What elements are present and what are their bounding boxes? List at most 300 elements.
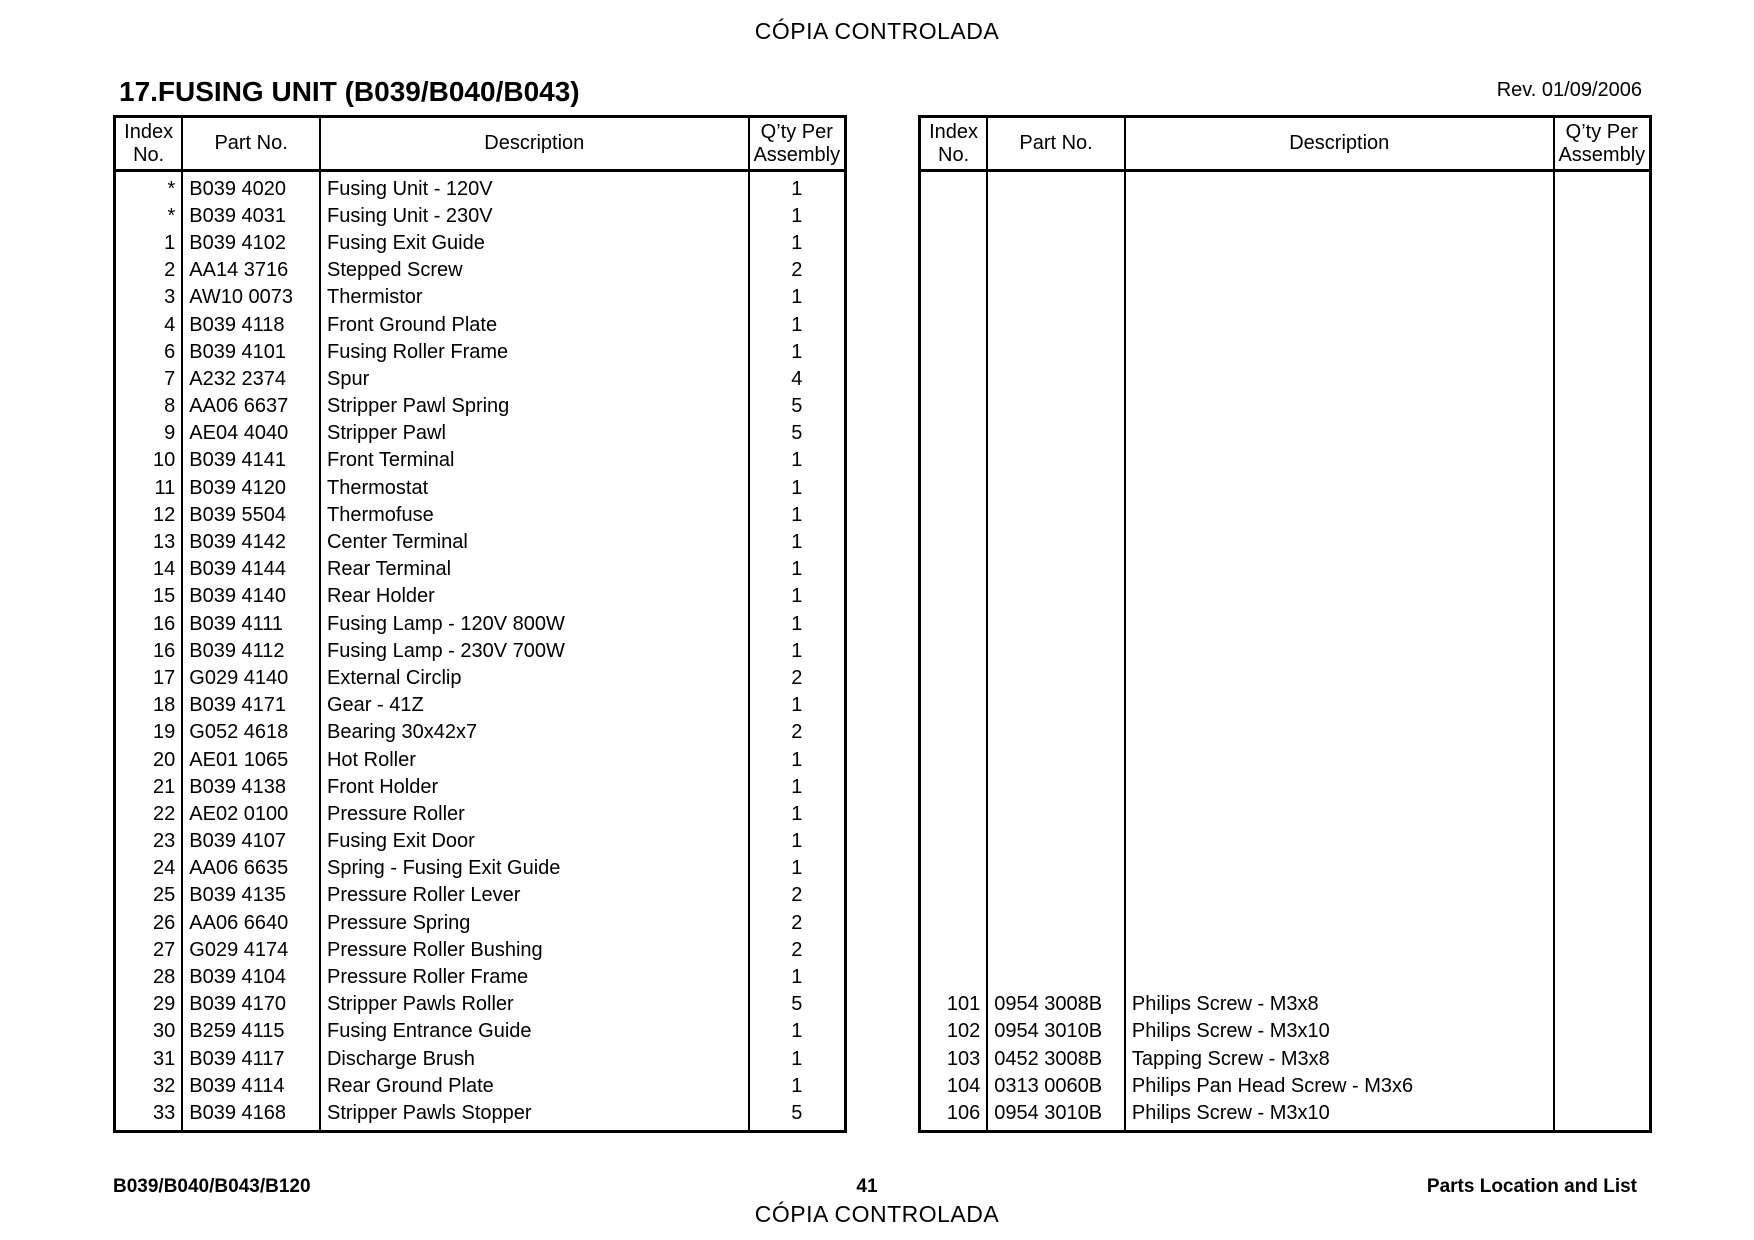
cell-part-no: 0954 3010B — [987, 1099, 1125, 1131]
table-row — [920, 284, 1651, 311]
table-row — [115, 882, 846, 909]
cell-index — [920, 828, 988, 855]
cell-qty — [1554, 637, 1651, 664]
cell-description: Fusing Roller Frame — [320, 338, 749, 365]
cell-index — [920, 365, 988, 392]
cell-part-no — [987, 664, 1125, 691]
cell-index: 20 — [115, 746, 183, 773]
table-row — [920, 828, 1651, 855]
cell-index: * — [115, 171, 183, 203]
cell-qty: 1 — [749, 963, 846, 990]
page-title: 17.FUSING UNIT (B039/B040/B043) — [119, 76, 580, 107]
table-row — [920, 746, 1651, 773]
cell-description: Philips Screw - M3x8 — [1125, 991, 1554, 1018]
cell-part-no: AE02 0100 — [182, 800, 320, 827]
cell-index: 29 — [115, 991, 183, 1018]
cell-description — [1125, 610, 1554, 637]
cell-description: Front Ground Plate — [320, 311, 749, 338]
cell-description: Pressure Roller Bushing — [320, 936, 749, 963]
table-row — [920, 311, 1651, 338]
cell-part-no — [987, 963, 1125, 990]
cell-index — [920, 528, 988, 555]
cell-description — [1125, 637, 1554, 664]
cell-part-no: B039 4112 — [182, 637, 320, 664]
cell-description: Philips Pan Head Screw - M3x6 — [1125, 1072, 1554, 1099]
cell-index — [920, 447, 988, 474]
table-row — [115, 1018, 846, 1045]
table-row — [115, 528, 846, 555]
cell-part-no — [987, 936, 1125, 963]
table-row — [920, 637, 1651, 664]
cell-qty — [1554, 719, 1651, 746]
table-row — [920, 610, 1651, 637]
table-row — [920, 501, 1651, 528]
cell-index — [920, 909, 988, 936]
cell-index — [920, 229, 988, 256]
cell-qty — [1554, 393, 1651, 420]
table-row — [115, 746, 846, 773]
cell-qty: 1 — [749, 746, 846, 773]
table-row — [920, 420, 1651, 447]
table-row — [115, 284, 846, 311]
cell-qty — [1554, 936, 1651, 963]
cell-qty — [1554, 474, 1651, 501]
cell-qty — [1554, 365, 1651, 392]
table-row — [920, 963, 1651, 990]
cell-qty: 5 — [749, 393, 846, 420]
cell-description — [1125, 311, 1554, 338]
cell-part-no: B039 4020 — [182, 171, 320, 203]
cell-description: Spring - Fusing Exit Guide — [320, 855, 749, 882]
cell-part-no: B039 4140 — [182, 583, 320, 610]
cell-description — [1125, 447, 1554, 474]
footer-model: B039/B040/B043/B120 — [113, 1176, 311, 1197]
table-row — [115, 501, 846, 528]
cell-qty: 2 — [749, 719, 846, 746]
cell-part-no: B039 5504 — [182, 501, 320, 528]
cell-part-no: B039 4104 — [182, 963, 320, 990]
table-row — [115, 610, 846, 637]
cell-qty: 1 — [749, 855, 846, 882]
table-row — [115, 311, 846, 338]
table-row — [115, 855, 846, 882]
cell-part-no: 0954 3008B — [987, 991, 1125, 1018]
cell-part-no: B039 4120 — [182, 474, 320, 501]
cell-part-no — [987, 855, 1125, 882]
cell-qty: 4 — [749, 365, 846, 392]
cell-index — [920, 637, 988, 664]
cell-description: Discharge Brush — [320, 1045, 749, 1072]
cell-part-no: G052 4618 — [182, 719, 320, 746]
cell-part-no — [987, 583, 1125, 610]
cell-description — [1125, 692, 1554, 719]
cell-qty: 1 — [749, 501, 846, 528]
table-row — [115, 365, 846, 392]
table-row — [115, 1072, 846, 1099]
cell-description: External Circlip — [320, 664, 749, 691]
cell-description: Stepped Screw — [320, 257, 749, 284]
cell-index: 10 — [115, 447, 183, 474]
cell-description: Gear - 41Z — [320, 692, 749, 719]
cell-qty — [1554, 746, 1651, 773]
cell-description: Spur — [320, 365, 749, 392]
table-row — [920, 1072, 1651, 1099]
cell-qty: 1 — [749, 692, 846, 719]
cell-description: Philips Screw - M3x10 — [1125, 1099, 1554, 1131]
cell-qty: 2 — [749, 664, 846, 691]
cell-description: Philips Screw - M3x10 — [1125, 1018, 1554, 1045]
table-row — [115, 338, 846, 365]
cell-description — [1125, 501, 1554, 528]
table-row — [920, 719, 1651, 746]
cell-qty — [1554, 991, 1651, 1018]
cell-index: 104 — [920, 1072, 988, 1099]
cell-qty: 1 — [749, 447, 846, 474]
cell-index — [920, 746, 988, 773]
cell-description: Front Terminal — [320, 447, 749, 474]
cell-index — [920, 202, 988, 229]
watermark-bottom: CÓPIA CONTROLADA — [754, 1201, 1000, 1227]
cell-part-no — [987, 474, 1125, 501]
cell-qty — [1554, 664, 1651, 691]
table-row — [920, 583, 1651, 610]
cell-qty: 1 — [749, 800, 846, 827]
cell-part-no — [987, 800, 1125, 827]
cell-part-no: A232 2374 — [182, 365, 320, 392]
cell-qty: 5 — [749, 420, 846, 447]
table-row — [920, 365, 1651, 392]
cell-qty: 1 — [749, 202, 846, 229]
cell-qty — [1554, 1072, 1651, 1099]
cell-qty — [1554, 257, 1651, 284]
watermark-top: CÓPIA CONTROLADA — [754, 18, 1000, 44]
cell-description — [1125, 365, 1554, 392]
cell-part-no: AA06 6637 — [182, 393, 320, 420]
table-row — [920, 257, 1651, 284]
cell-qty: 1 — [749, 1045, 846, 1072]
table-row — [115, 909, 846, 936]
cell-qty — [1554, 909, 1651, 936]
table-row — [115, 556, 846, 583]
cell-description: Stripper Pawl Spring — [320, 393, 749, 420]
table-row — [115, 936, 846, 963]
cell-qty: 1 — [749, 583, 846, 610]
cell-part-no — [987, 528, 1125, 555]
table-row — [115, 202, 846, 229]
cell-qty — [1554, 1099, 1651, 1131]
cell-description — [1125, 773, 1554, 800]
cell-index — [920, 692, 988, 719]
cell-part-no — [987, 447, 1125, 474]
table-row — [920, 991, 1651, 1018]
cell-description — [1125, 583, 1554, 610]
cell-description: Fusing Exit Door — [320, 828, 749, 855]
cell-description: Pressure Roller — [320, 800, 749, 827]
cell-part-no: B039 4135 — [182, 882, 320, 909]
cell-qty: 1 — [749, 773, 846, 800]
cell-description — [1125, 420, 1554, 447]
cell-description — [1125, 855, 1554, 882]
table-row — [920, 474, 1651, 501]
cell-index: 1 — [115, 229, 183, 256]
cell-index: 28 — [115, 963, 183, 990]
cell-qty: 1 — [749, 528, 846, 555]
cell-qty: 1 — [749, 828, 846, 855]
cell-description: Rear Holder — [320, 583, 749, 610]
cell-index — [920, 393, 988, 420]
cell-part-no: B039 4144 — [182, 556, 320, 583]
cell-part-no — [987, 257, 1125, 284]
cell-index: 6 — [115, 338, 183, 365]
cell-qty: 1 — [749, 171, 846, 203]
cell-description: Center Terminal — [320, 528, 749, 555]
cell-qty — [1554, 963, 1651, 990]
cell-part-no — [987, 365, 1125, 392]
table-row — [920, 528, 1651, 555]
cell-part-no: B039 4171 — [182, 692, 320, 719]
cell-description — [1125, 882, 1554, 909]
table-row — [115, 393, 846, 420]
cell-index: 106 — [920, 1099, 988, 1131]
cell-part-no — [987, 420, 1125, 447]
cell-index — [920, 420, 988, 447]
cell-index — [920, 610, 988, 637]
cell-index: 18 — [115, 692, 183, 719]
cell-part-no: AE04 4040 — [182, 420, 320, 447]
cell-qty: 1 — [749, 1072, 846, 1099]
cell-description — [1125, 338, 1554, 365]
cell-index: 17 — [115, 664, 183, 691]
cell-description: Pressure Spring — [320, 909, 749, 936]
cell-description: Pressure Roller Lever — [320, 882, 749, 909]
cell-part-no — [987, 338, 1125, 365]
cell-description: Stripper Pawl — [320, 420, 749, 447]
cell-index: 24 — [115, 855, 183, 882]
cell-index: * — [115, 202, 183, 229]
cell-index: 31 — [115, 1045, 183, 1072]
table-row — [115, 447, 846, 474]
cell-qty: 1 — [749, 474, 846, 501]
cell-qty — [1554, 202, 1651, 229]
cell-qty — [1554, 501, 1651, 528]
cell-description — [1125, 963, 1554, 990]
table-row — [115, 583, 846, 610]
cell-index: 103 — [920, 1045, 988, 1072]
cell-index: 9 — [115, 420, 183, 447]
cell-part-no: AW10 0073 — [182, 284, 320, 311]
cell-qty — [1554, 311, 1651, 338]
cell-part-no: B039 4168 — [182, 1099, 320, 1131]
cell-part-no — [987, 719, 1125, 746]
cell-index — [920, 311, 988, 338]
cell-qty — [1554, 556, 1651, 583]
revision-date: Rev. 01/09/2006 — [1496, 79, 1642, 101]
table-row — [115, 1045, 846, 1072]
cell-part-no: B039 4117 — [182, 1045, 320, 1072]
cell-part-no: 0313 0060B — [987, 1072, 1125, 1099]
cell-description: Fusing Unit - 120V — [320, 171, 749, 203]
cell-description: Thermistor — [320, 284, 749, 311]
cell-description — [1125, 556, 1554, 583]
cell-part-no: B039 4101 — [182, 338, 320, 365]
header-index: Index No. — [115, 117, 183, 171]
cell-part-no: AA06 6640 — [182, 909, 320, 936]
header-description: Description — [1125, 117, 1554, 171]
footer-page-number: 41 — [856, 1176, 878, 1197]
cell-index: 8 — [115, 393, 183, 420]
cell-part-no: 0954 3010B — [987, 1018, 1125, 1045]
table-row — [115, 991, 846, 1018]
table-row — [920, 773, 1651, 800]
footer-section: Parts Location and List — [1426, 1176, 1637, 1197]
cell-qty — [1554, 420, 1651, 447]
cell-qty — [1554, 583, 1651, 610]
table-row — [920, 800, 1651, 827]
cell-index: 32 — [115, 1072, 183, 1099]
cell-description — [1125, 393, 1554, 420]
table-row — [115, 637, 846, 664]
cell-index — [920, 338, 988, 365]
cell-index: 30 — [115, 1018, 183, 1045]
cell-part-no — [987, 393, 1125, 420]
cell-qty — [1554, 229, 1651, 256]
cell-qty: 1 — [749, 1018, 846, 1045]
cell-qty — [1554, 447, 1651, 474]
cell-part-no — [987, 909, 1125, 936]
table-row — [920, 229, 1651, 256]
cell-index: 3 — [115, 284, 183, 311]
cell-description — [1125, 828, 1554, 855]
table-row — [920, 855, 1651, 882]
cell-index — [920, 556, 988, 583]
cell-part-no: B259 4115 — [182, 1018, 320, 1045]
cell-index — [920, 936, 988, 963]
table-row — [115, 963, 846, 990]
table-row — [115, 692, 846, 719]
cell-part-no: B039 4111 — [182, 610, 320, 637]
cell-part-no: B039 4141 — [182, 447, 320, 474]
table-row — [115, 420, 846, 447]
cell-qty — [1554, 528, 1651, 555]
cell-qty: 1 — [749, 229, 846, 256]
cell-qty: 5 — [749, 1099, 846, 1131]
cell-index: 102 — [920, 1018, 988, 1045]
cell-qty — [1554, 171, 1651, 203]
cell-index — [920, 284, 988, 311]
cell-part-no — [987, 828, 1125, 855]
cell-index: 22 — [115, 800, 183, 827]
cell-index — [920, 501, 988, 528]
cell-part-no: AA06 6635 — [182, 855, 320, 882]
cell-description: Pressure Roller Frame — [320, 963, 749, 990]
cell-qty — [1554, 882, 1651, 909]
cell-index — [920, 474, 988, 501]
cell-index — [920, 171, 988, 203]
cell-description: Thermostat — [320, 474, 749, 501]
cell-index — [920, 882, 988, 909]
cell-qty — [1554, 800, 1651, 827]
cell-index: 4 — [115, 311, 183, 338]
table-row — [920, 1045, 1651, 1072]
table-row — [115, 719, 846, 746]
table-row — [920, 393, 1651, 420]
header-part-no: Part No. — [987, 117, 1125, 171]
cell-qty — [1554, 610, 1651, 637]
cell-qty: 1 — [749, 284, 846, 311]
table-row — [920, 556, 1651, 583]
cell-part-no: B039 4142 — [182, 528, 320, 555]
cell-index: 2 — [115, 257, 183, 284]
cell-description — [1125, 171, 1554, 203]
cell-part-no — [987, 692, 1125, 719]
cell-part-no — [987, 311, 1125, 338]
cell-index: 23 — [115, 828, 183, 855]
cell-description: Tapping Screw - M3x8 — [1125, 1045, 1554, 1072]
table-row — [920, 664, 1651, 691]
table-row — [920, 692, 1651, 719]
cell-index — [920, 583, 988, 610]
cell-index: 101 — [920, 991, 988, 1018]
cell-part-no: B039 4107 — [182, 828, 320, 855]
cell-part-no — [987, 284, 1125, 311]
parts-table-left — [113, 115, 847, 1133]
cell-index: 12 — [115, 501, 183, 528]
cell-description — [1125, 800, 1554, 827]
cell-index — [920, 773, 988, 800]
cell-description: Rear Ground Plate — [320, 1072, 749, 1099]
cell-part-no — [987, 882, 1125, 909]
parts-table-right — [918, 115, 1652, 1133]
cell-qty: 1 — [749, 556, 846, 583]
cell-qty: 2 — [749, 882, 846, 909]
cell-qty: 5 — [749, 991, 846, 1018]
cell-qty — [1554, 773, 1651, 800]
cell-index — [920, 855, 988, 882]
table-row — [115, 171, 846, 203]
cell-qty — [1554, 855, 1651, 882]
cell-part-no — [987, 202, 1125, 229]
cell-description: Thermofuse — [320, 501, 749, 528]
cell-description — [1125, 528, 1554, 555]
table-row — [115, 773, 846, 800]
cell-qty: 1 — [749, 637, 846, 664]
cell-description: Bearing 30x42x7 — [320, 719, 749, 746]
cell-index — [920, 257, 988, 284]
cell-part-no: 0452 3008B — [987, 1045, 1125, 1072]
cell-index: 14 — [115, 556, 183, 583]
cell-description: Fusing Lamp - 120V 800W — [320, 610, 749, 637]
cell-description: Fusing Entrance Guide — [320, 1018, 749, 1045]
cell-qty — [1554, 1018, 1651, 1045]
cell-part-no: B039 4118 — [182, 311, 320, 338]
cell-index: 33 — [115, 1099, 183, 1131]
header-qty: Q’ty Per Assembly — [749, 117, 846, 171]
cell-qty: 2 — [749, 909, 846, 936]
cell-qty: 1 — [749, 338, 846, 365]
table-row — [920, 1099, 1651, 1131]
cell-qty — [1554, 338, 1651, 365]
cell-part-no — [987, 610, 1125, 637]
cell-qty — [1554, 1045, 1651, 1072]
cell-part-no: G029 4140 — [182, 664, 320, 691]
cell-description: Hot Roller — [320, 746, 749, 773]
header-index: Index No. — [920, 117, 988, 171]
cell-index: 11 — [115, 474, 183, 501]
cell-index: 16 — [115, 610, 183, 637]
cell-index: 27 — [115, 936, 183, 963]
table-row — [920, 202, 1651, 229]
header-part-no: Part No. — [182, 117, 320, 171]
